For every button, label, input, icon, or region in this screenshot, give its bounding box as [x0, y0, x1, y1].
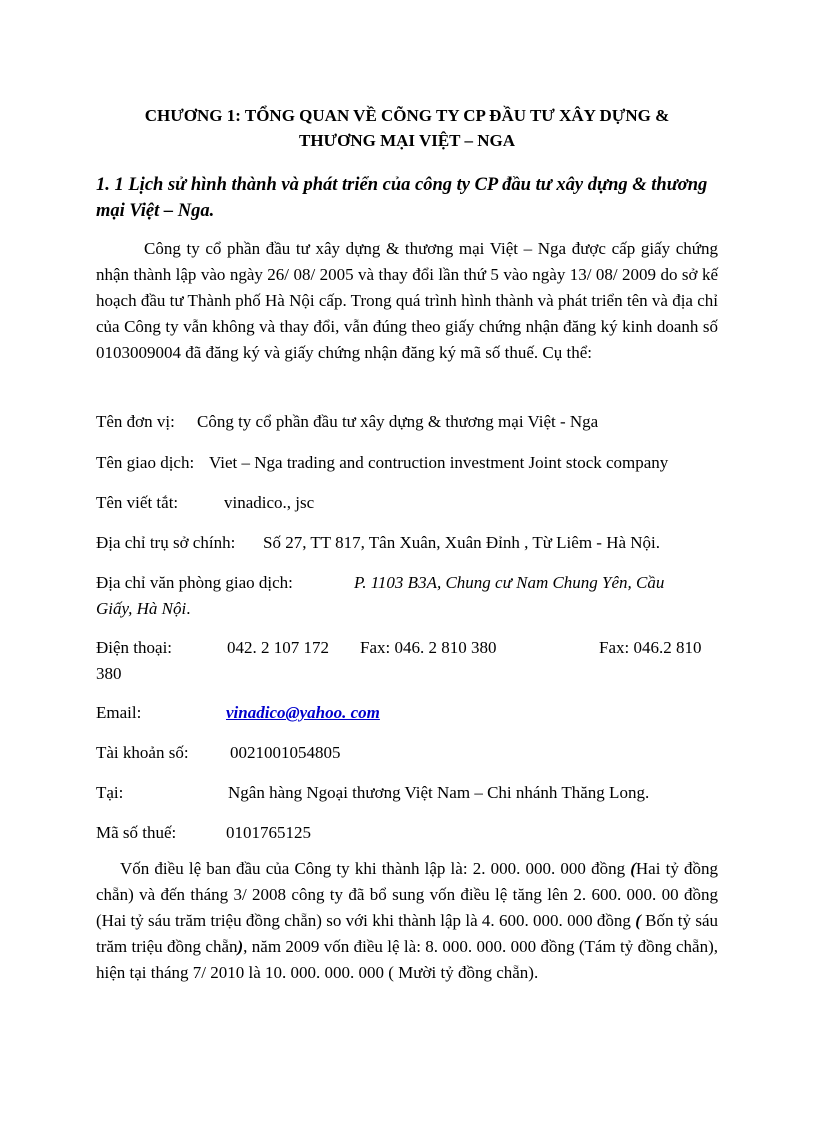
capital-text-4: , năm 2009 vốn điều lệ là: 8. 000. 000. 000 đồng (Tám tỷ đồng chẵn), hiện tại tháng 7/ 2010 là 10. 000. 000. 000 ( Mười tỷ đồng chẵn).	[96, 937, 718, 982]
email-label: Email:	[96, 703, 142, 722]
office-address-label: Địa chỉ văn phòng giao dịch:	[96, 573, 293, 592]
trade-name-label: Tên giao dịch:	[96, 453, 195, 472]
bank-label: Tại:	[96, 783, 124, 802]
capital-text-3: Bốn tỷ sáu trăm triệu đồng chẵn	[96, 911, 718, 956]
tax-code-value: 0101765125	[226, 823, 311, 842]
phone-label: Điện thoại:	[96, 638, 173, 657]
office-address-value-line-2: Giấy, Hà Nội	[96, 599, 187, 618]
capital-paragraph	[96, 856, 718, 986]
email-link[interactable]: vinadico@yahoo. com	[226, 703, 380, 722]
capital-text-1: Vốn điều lệ ban đầu của Công ty khi thành lập là: 2. 000. 000. 000 đồng	[120, 859, 631, 878]
office-address-row	[96, 570, 718, 622]
fax-value-2: Fax: 046.2 810	[599, 638, 702, 657]
unit-name-label: Tên đơn vị:	[96, 412, 175, 431]
capital-text-2: Hai tỷ đồng chẵn) và đến tháng 3/ 2008 công ty đã bổ sung vốn điều lệ tăng lên 2. 600. 000. 00 đồng (Hai tỷ sáu trăm triệu đồng chẵn) so với khi thành lập là 4. 600. 000. 000 đồng	[96, 859, 718, 930]
phone-value: 042. 2 107 172	[227, 638, 329, 657]
tax-code-label: Mã số thuế:	[96, 823, 177, 842]
intro-paragraph: Công ty cổ phần đầu tư xây dựng & thương mại Việt – Nga được cấp giấy chứng nhận thành lập vào ngày 26/ 08/ 2005 và thay đổi lần thứ 5 vào ngày 13/ 08/ 2009 do sở kế hoạch đầu tư Thành phố Hà Nội cấp. Trong quá trình hình thành và phát triển tên và địa chỉ của Công ty vẫn không và thay đổi, vẫn đúng theo giấy chứng nhận đăng ký kinh doanh số 0103009004 đã đăng ký và giấy chứng nhận đăng ký mã số thuế. Cụ thể:	[96, 239, 718, 362]
chapter-heading-line-1: CHƯƠNG 1: TỔNG QUAN VỀ CÕNG TY CP ĐẦU TƯ XÂY DỰNG &	[144, 106, 670, 125]
section-heading: 1. 1 Lịch sử hình thành và phát triển của công ty CP đầu tư xây dựng & thương mại Việt – Nga.	[96, 175, 708, 221]
abbreviation-value: vinadico., jsc	[224, 493, 315, 512]
headquarters-value: Số 27, TT 817, Tân Xuân, Xuân Đỉnh , Từ Liêm - Hà Nội.	[263, 533, 661, 552]
office-address-period: .	[186, 599, 191, 618]
unit-name-value: Công ty cổ phần đầu tư xây dựng & thương mại Việt - Nga	[197, 412, 599, 431]
office-address-value-line-1: P. 1103 B3A, Chung cư Nam Chung Yên, Cầu	[354, 573, 665, 592]
bank-account-value: 0021001054805	[230, 743, 341, 762]
fax-value-2-continued: 380	[96, 664, 122, 683]
chapter-heading-line-2: THƯƠNG MẠI VIỆT – NGA	[299, 131, 515, 150]
capital-bracket-1: (	[630, 859, 636, 878]
trade-name-value: Viet – Nga trading and contruction investment Joint stock company	[209, 453, 669, 472]
headquarters-label: Địa chỉ trụ sở chính:	[96, 533, 236, 552]
capital-bracket-2: (	[635, 911, 641, 930]
bank-account-label: Tài khoản số:	[96, 743, 189, 762]
abbreviation-label: Tên viết tắt:	[96, 493, 179, 512]
fax-value-1: Fax: 046. 2 810 380	[360, 638, 497, 657]
chapter-heading	[96, 103, 718, 153]
phone-row	[96, 635, 718, 687]
capital-bracket-3: )	[237, 937, 244, 956]
bank-value: Ngân hàng Ngoại thương Việt Nam – Chi nhánh Thăng Long.	[228, 783, 650, 802]
